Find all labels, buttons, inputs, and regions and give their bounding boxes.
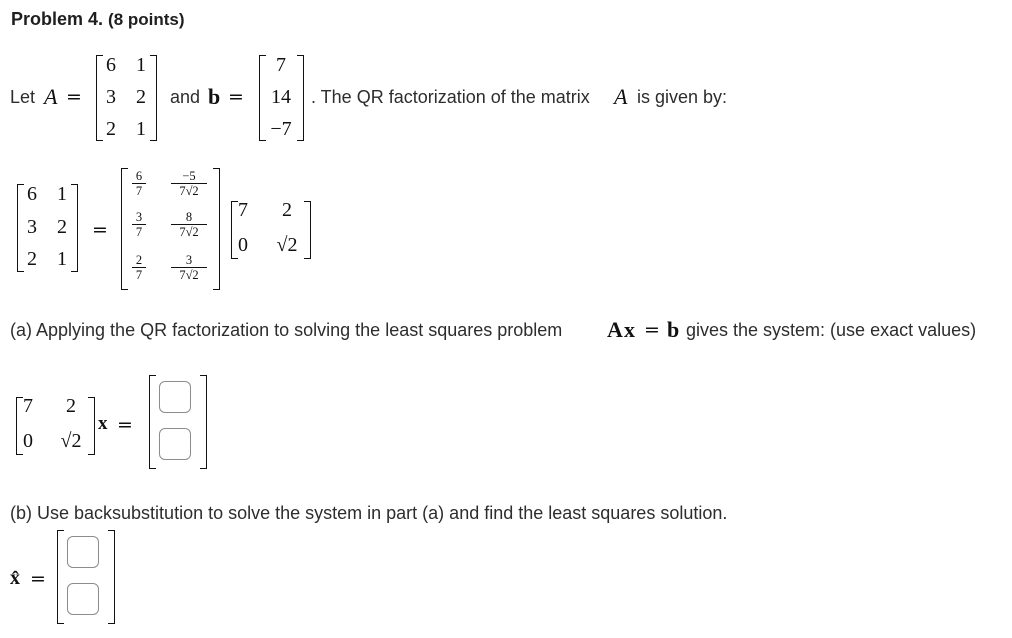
q-numerator: 3 — [185, 253, 193, 267]
part-a-A-symbol: A — [607, 317, 623, 342]
q-fraction — [132, 211, 146, 238]
vector-b-cell: −7 — [270, 118, 292, 140]
part-a-text-end: gives the system: (use exact values) — [686, 320, 977, 340]
part-a-x-equals: = — [117, 414, 133, 436]
r-cell: √2 — [276, 234, 298, 256]
problem-points: (8 points) — [108, 10, 185, 29]
r-cell: 2 — [282, 199, 292, 221]
q-fraction — [171, 170, 207, 197]
q-denominator: 7√2 — [179, 225, 199, 239]
answer-input-a1[interactable] — [159, 381, 191, 413]
qr-A-cell: 6 — [27, 183, 37, 205]
bracket-left — [96, 55, 103, 141]
q-fraction — [171, 211, 207, 238]
bracket-right — [297, 55, 304, 141]
matrix-A-cell: 2 — [106, 118, 116, 140]
intro-text: . The QR factorization of the matrix — [311, 87, 590, 107]
part-b-text: (b) Use backsubstitution to solve the system in part (a) and find the least squares solution. — [10, 503, 728, 523]
qr-A-cell: 1 — [57, 248, 67, 270]
part-a-x-label: x — [98, 413, 108, 434]
q-fraction — [132, 254, 146, 281]
matrix-A-cell: 2 — [136, 86, 146, 108]
qr-A-cell: 2 — [27, 248, 37, 270]
q-denominator: 7√2 — [179, 268, 199, 282]
matrix-A-cell: 3 — [106, 86, 116, 108]
r-cell: 7 — [238, 199, 248, 221]
bracket-left — [17, 184, 24, 272]
bracket-right — [71, 184, 78, 272]
q-fraction — [171, 254, 207, 281]
problem-title — [11, 9, 185, 30]
intro-and: and — [170, 87, 201, 107]
matrix-A-cell: 6 — [106, 54, 116, 76]
bracket-right — [108, 530, 115, 624]
qr-A-cell: 3 — [27, 216, 37, 238]
bracket-left — [149, 375, 156, 469]
problem-number: Problem 4. — [11, 9, 104, 29]
bracket-right — [88, 397, 95, 455]
q-denominator: 7 — [135, 184, 143, 198]
r-cell: 0 — [238, 234, 248, 256]
q-denominator: 7 — [135, 225, 143, 239]
qr-A-cell: 2 — [57, 216, 67, 238]
qr-equals: = — [92, 219, 108, 241]
q-numerator: 8 — [185, 210, 193, 224]
q-numerator: −5 — [182, 169, 196, 183]
bracket-left — [259, 55, 266, 141]
q-denominator: 7 — [135, 268, 143, 282]
q-numerator: 2 — [135, 253, 143, 267]
q-fraction — [132, 170, 146, 197]
intro-end: is given by: — [637, 87, 728, 107]
q-numerator: 3 — [135, 210, 143, 224]
matrix-A-cell: 1 — [136, 118, 146, 140]
matrix-A-cell: 1 — [136, 54, 146, 76]
answer-input-b2[interactable] — [67, 583, 99, 615]
q-numerator: 6 — [135, 169, 143, 183]
answer-input-b1[interactable] — [67, 536, 99, 568]
vector-b-cell: 14 — [271, 86, 291, 108]
intro-let: Let — [10, 87, 36, 107]
qr-A-cell: 1 — [57, 183, 67, 205]
bracket-right — [150, 55, 157, 141]
part-a-x-symbol: x — [624, 317, 635, 342]
r-cell: 7 — [23, 395, 33, 417]
part-a-equals: = — [644, 319, 660, 341]
part-a-b-symbol: b — [667, 317, 680, 342]
vector-b-cell: 7 — [276, 54, 286, 76]
bracket-right — [304, 201, 311, 259]
intro-equals: = — [66, 86, 82, 108]
intro-A-symbol: A — [44, 84, 58, 109]
intro-b-symbol: b — [208, 84, 221, 109]
part-b-xhat-label: x̂ — [10, 567, 20, 589]
r-cell: √2 — [60, 430, 82, 452]
intro-A-symbol-2: A — [614, 84, 628, 109]
r-cell: 2 — [66, 395, 76, 417]
q-denominator: 7√2 — [179, 184, 199, 198]
answer-input-a2[interactable] — [159, 428, 191, 460]
part-b-equals: = — [30, 568, 46, 590]
bracket-right — [200, 375, 207, 469]
part-a-text: (a) Applying the QR factorization to solving the least squares problem — [10, 320, 563, 340]
bracket-right — [213, 168, 220, 290]
bracket-left — [121, 168, 128, 290]
r-cell: 0 — [23, 430, 33, 452]
bracket-left — [57, 530, 64, 624]
intro-equals-2: = — [228, 86, 244, 108]
